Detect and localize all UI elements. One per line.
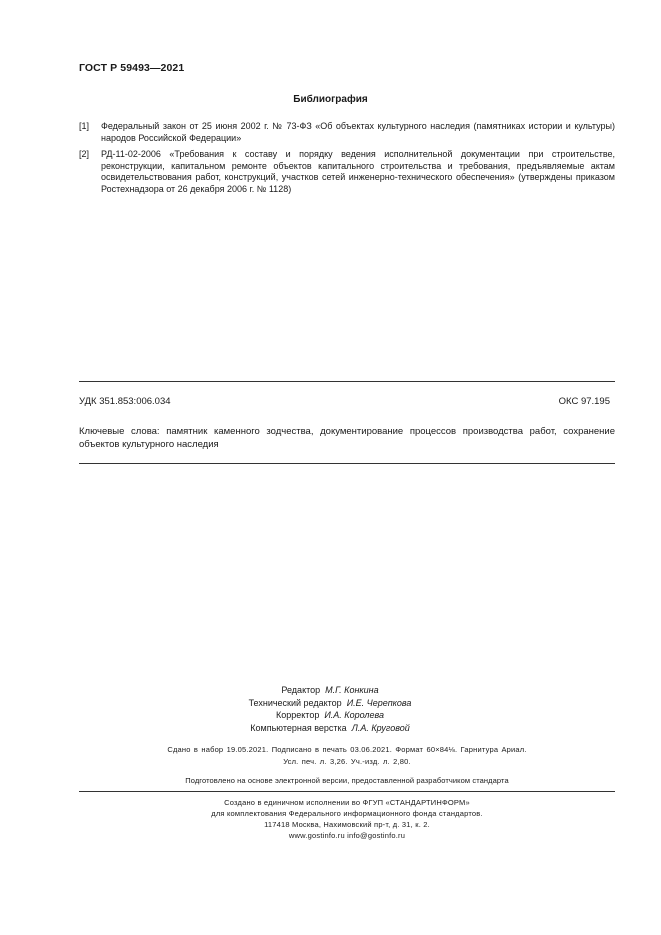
bibliography-entry — [79, 149, 615, 195]
bibliography-entry — [79, 121, 615, 144]
credit-name: Л.А. Круговой — [351, 722, 410, 733]
credit-editor — [200, 684, 460, 697]
publisher-line: Создано в единичном исполнении во ФГУП «СТАНДАРТИНФОРМ» — [224, 798, 470, 807]
bibliography-entry-number: [1] — [79, 121, 90, 131]
keywords-divider — [79, 463, 615, 464]
credit-role: Технический редактор — [248, 697, 342, 708]
credit-role: Компьютерная верстка — [250, 722, 347, 733]
udc-code: УДК 351.853:006.034 — [79, 396, 171, 407]
bibliography-entry-text: РД-11-02-2006 «Требования к составу и порядку ведения исполнительной документации при строительстве, реконструкции, капитальном ремонте объектов капитального строительства и требования, предъявляемые актам освидетельствования работ, конструкций, участков сетей инженерно-технического обеспечения» (утверждены приказом Ростехнадзора от 26 декабря 2006 г. № 1128) — [101, 149, 615, 194]
print-info-line: Сдано в набор 19.05.2021. Подписано в печать 03.06.2021. Формат 60×84⅛. Гарнитура Ариал. — [167, 745, 527, 754]
prepared-note: Подготовлено на основе электронной версии, предоставленной разработчиком стандарта — [185, 776, 509, 785]
editorial-credits — [200, 684, 460, 734]
publisher-line: для комплектования Федерального информационного фонда стандартов. — [211, 809, 483, 818]
publisher-line: www.gostinfo.ru info@gostinfo.ru — [288, 831, 406, 840]
bibliography-entry-number: [2] — [79, 149, 90, 159]
bibliography-title: Библиография — [293, 94, 368, 105]
publisher-line: 117418 Москва, Нахимовский пр-т, д. 31, к. 2. — [264, 820, 430, 829]
credit-proofreader — [200, 709, 460, 722]
standard-code: ГОСТ Р 59493—2021 — [79, 62, 185, 74]
credit-layout — [200, 722, 460, 735]
credit-technical-editor — [200, 697, 460, 710]
oks-code: ОКС 97.195 — [558, 396, 610, 407]
print-info — [79, 744, 615, 768]
print-info-line: Усл. печ. л. 3,26. Уч.-изд. л. 2,80. — [283, 757, 411, 766]
credit-name: И.Е. Черепкова — [346, 697, 412, 708]
bibliography-list — [79, 121, 615, 200]
bibliography-entry-text: Федеральный закон от 25 июня 2002 г. № 73-ФЗ «Об объектах культурного наследия (памятниках истории и культуры) народов Российской Федерации» — [101, 121, 615, 143]
publisher-info — [79, 797, 615, 841]
credit-role: Корректор — [276, 710, 320, 720]
credit-name: И.А. Королева — [324, 710, 384, 720]
credit-name: М.Г. Конкина — [325, 685, 379, 695]
top-divider — [79, 381, 615, 382]
publisher-divider — [79, 791, 615, 792]
keywords: Ключевые слова: памятник каменного зодчества, документирование процессов производства работ, сохранение объектов культурного наследия — [79, 426, 615, 450]
credit-role: Редактор — [281, 685, 321, 695]
